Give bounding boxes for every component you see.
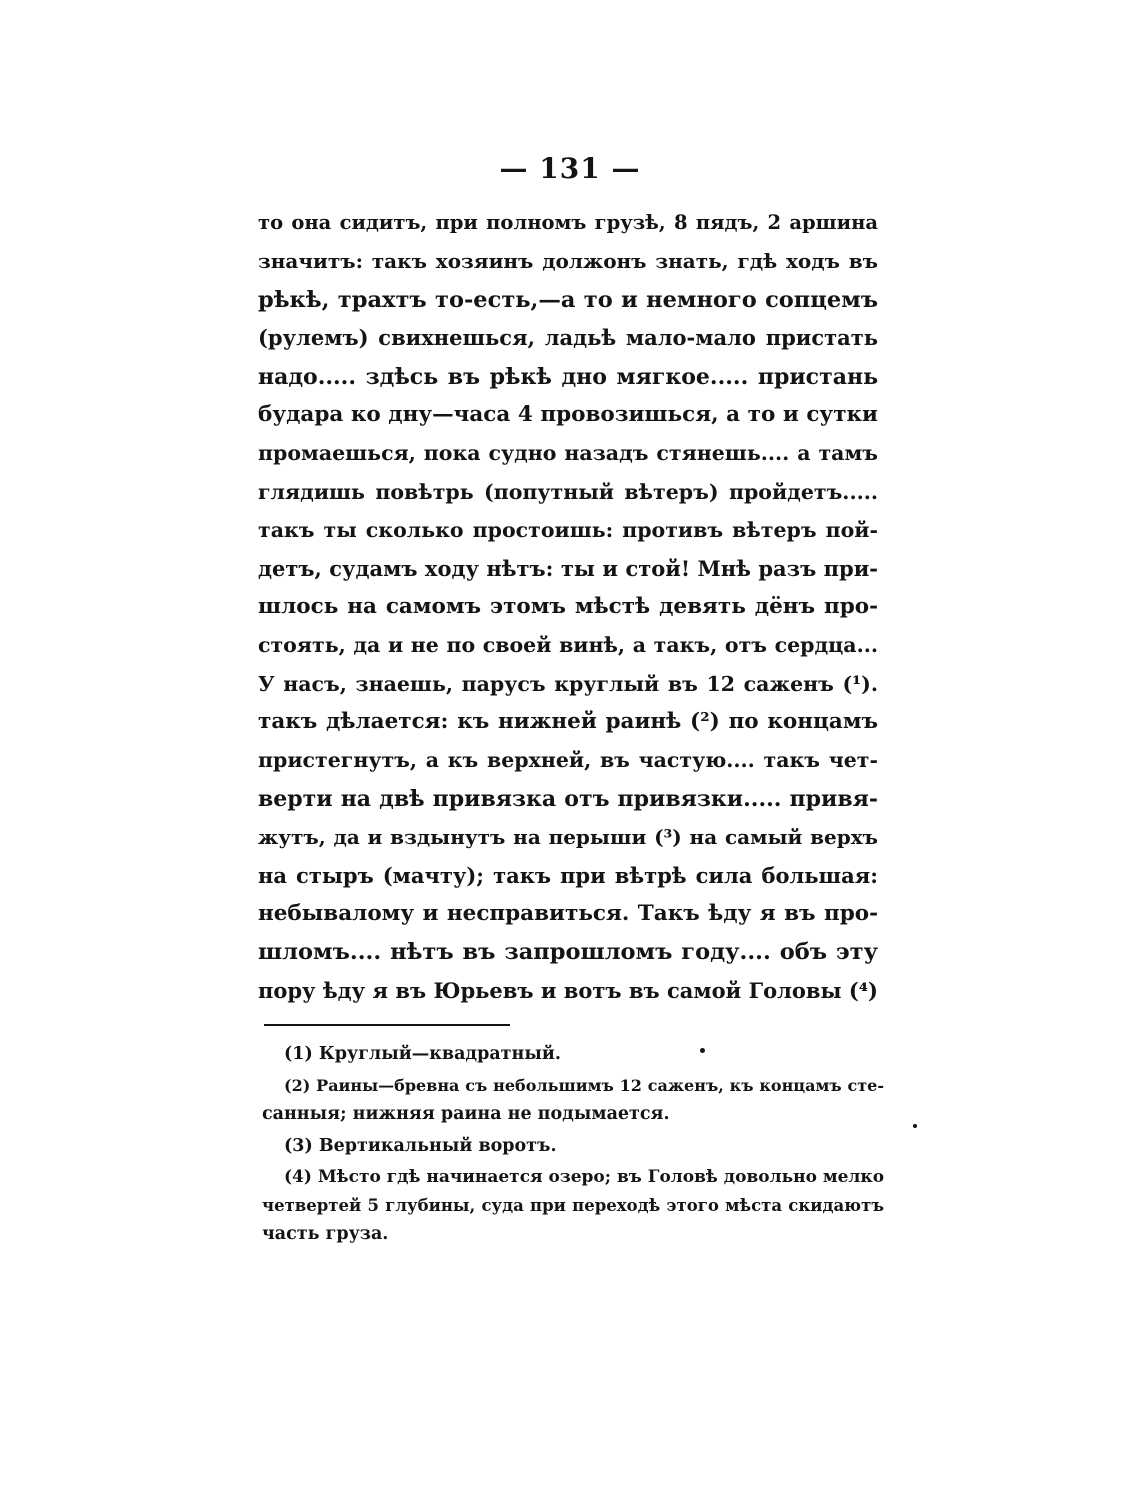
text-line: пору ѣду я въ Юрьевъ и вотъ въ самой Головы (⁴) <box>258 977 878 1003</box>
text-line: то она сидитъ, при полномъ грузѣ, 8 пядъ, 2 аршина <box>258 211 878 234</box>
footnote-marker: (1) <box>284 1044 313 1064</box>
text-line: промаешься, пока судно назадъ стянешь.... а тамъ <box>258 441 878 466</box>
footnote-2 <box>262 1072 884 1129</box>
text-line: стоять, да и не по своей винѣ, а такъ, отъ сердца... <box>258 633 878 658</box>
text-line: шлось на самомъ этомъ мѣстѣ девять дёнъ про- <box>258 593 878 619</box>
body-text <box>258 204 878 1010</box>
footnotes <box>262 1040 884 1249</box>
text-line: рѣкѣ, трахтъ то-есть,—а то и немного сопцемъ <box>258 286 878 313</box>
text-line: такъ дѣлается: къ нижней раинѣ (²) по концамъ <box>258 709 878 735</box>
text-line: шломъ.... нѣтъ въ запрошломъ году.... объ эту <box>258 939 878 966</box>
text-line: верти на двѣ привязка отъ привязки..... привя- <box>258 785 878 812</box>
footnote-4 <box>262 1163 884 1249</box>
text-line: глядишь повѣтрь (попутный вѣтеръ) пройдетъ..... <box>258 479 878 504</box>
text-line: (рулемъ) свихнешься, ладьѣ мало-мало пристать <box>258 325 878 351</box>
text-line: пристегнутъ, а къ верхней, въ частую.... такъ чет- <box>258 748 878 773</box>
text-line: значитъ: такъ хозяинъ должонъ знать, гдѣ ходъ въ <box>258 249 878 274</box>
text-line: на стыръ (мачту); такъ при вѣтрѣ сила большая: <box>258 862 878 888</box>
footnote-text: Мѣсто гдѣ начинается озеро; въ Головѣ довольно мелко <box>317 1167 885 1187</box>
text-line: У насъ, знаешь, парусъ круглый въ 12 саженъ (¹). <box>258 671 878 696</box>
ink-speck <box>700 1048 705 1053</box>
text-line: детъ, судамъ ходу нѣтъ: ты и стой! Мнѣ разъ при- <box>258 555 878 581</box>
footnote-text: Круглый—квадратный. <box>318 1044 561 1064</box>
footnote-marker: (4) <box>284 1167 312 1187</box>
ink-speck <box>913 1124 917 1128</box>
page-number: — 131 — <box>499 152 641 185</box>
footnote-text: Раины—бревна съ небольшимъ 12 саженъ, къ концамъ сте- <box>316 1075 884 1095</box>
footnote-marker: (3) <box>284 1135 313 1156</box>
text-line: такъ ты сколько простоишь: противъ вѣтеръ пой- <box>258 518 878 543</box>
footnote-divider <box>264 1024 510 1026</box>
text-line: надо..... здѣсь въ рѣкѣ дно мягкое..... пристань <box>258 363 878 390</box>
footnote-3 <box>262 1132 884 1161</box>
text-line: жутъ, да и вздынутъ на перыши (³) на самый верхъ <box>258 825 878 850</box>
footnote-text: четвертей 5 глубины, суда при переходѣ этого мѣста скидаютъ <box>262 1195 884 1215</box>
footnote-marker: (2) <box>284 1075 311 1095</box>
text-line: будара ко дну—часа 4 провозишься, а то и сутки <box>258 401 878 427</box>
text-line: небывалому и несправиться. Такъ ѣду я въ про- <box>258 901 878 927</box>
footnote-text: санныя; нижняя раина не подымается. <box>262 1104 670 1124</box>
footnote-text: Вертикальный воротъ. <box>318 1135 557 1156</box>
footnote-1 <box>262 1040 884 1069</box>
footnote-text: часть груза. <box>262 1224 389 1244</box>
